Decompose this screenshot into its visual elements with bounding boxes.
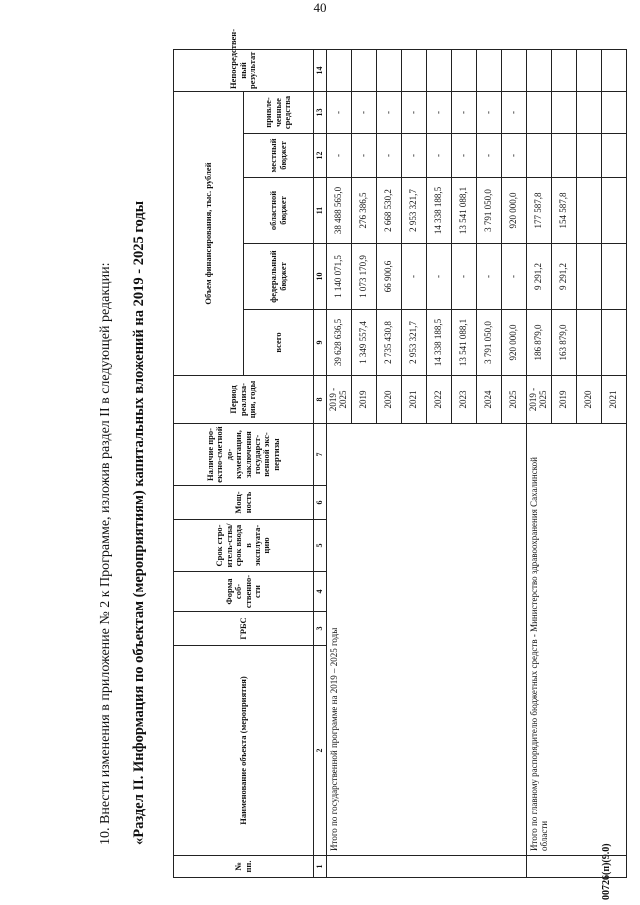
attracted-cell: - bbox=[427, 92, 452, 134]
header-regional: областной бюджет bbox=[244, 178, 314, 244]
regional-cell: 3 791 050,0 bbox=[477, 178, 502, 244]
local-cell: - bbox=[452, 134, 477, 178]
page-number: 40 bbox=[313, 0, 327, 15]
result-cell bbox=[402, 50, 427, 92]
result-cell bbox=[527, 50, 552, 92]
result-cell bbox=[327, 50, 352, 92]
header-period: Период реализа-ции, годы bbox=[174, 376, 314, 424]
attracted-cell bbox=[552, 92, 577, 134]
document-code: 00726(п)(9.0) bbox=[601, 843, 612, 900]
regional-cell: 920 000,0 bbox=[502, 178, 527, 244]
federal-cell: - bbox=[502, 244, 527, 310]
local-cell: - bbox=[377, 134, 402, 178]
period-cell: 2023 bbox=[452, 376, 477, 424]
row-number-cell bbox=[527, 856, 627, 878]
column-number: 4 bbox=[314, 572, 327, 612]
total-cell bbox=[577, 310, 602, 376]
result-cell bbox=[452, 50, 477, 92]
period-cell: 2024 bbox=[477, 376, 502, 424]
header-result: Непосредствен-ный результат bbox=[174, 50, 314, 92]
header-capacity: Мощ-ность bbox=[174, 486, 314, 520]
attracted-cell: - bbox=[502, 92, 527, 134]
total-cell: 1 349 557,4 bbox=[352, 310, 377, 376]
local-cell: - bbox=[502, 134, 527, 178]
header-ownership: Форма соб-ственно-сти bbox=[174, 572, 314, 612]
local-cell bbox=[577, 134, 602, 178]
regional-cell: 276 386,5 bbox=[352, 178, 377, 244]
federal-cell: - bbox=[427, 244, 452, 310]
column-number: 14 bbox=[314, 50, 327, 92]
attracted-cell: - bbox=[377, 92, 402, 134]
result-cell bbox=[477, 50, 502, 92]
period-cell: 2021 bbox=[402, 376, 427, 424]
attracted-cell: - bbox=[327, 92, 352, 134]
federal-cell: 66 900,6 bbox=[377, 244, 402, 310]
group-title-cell: Итого по главному распорядителю бюджетных средств - Министерство здравоохранения Сахалинской области bbox=[527, 424, 627, 856]
result-cell bbox=[427, 50, 452, 92]
regional-cell: 13 541 088,1 bbox=[452, 178, 477, 244]
header-construction-term: Срок стро-итель-ства/срок ввода в эксплуата-цию bbox=[174, 520, 314, 572]
period-cell: 2025 bbox=[502, 376, 527, 424]
attracted-cell bbox=[602, 92, 627, 134]
header-federal: федеральный бюджет bbox=[244, 244, 314, 310]
column-number: 10 bbox=[314, 244, 327, 310]
total-cell: 163 879,0 bbox=[552, 310, 577, 376]
total-cell: 3 791 050,0 bbox=[477, 310, 502, 376]
result-cell bbox=[377, 50, 402, 92]
period-cell: 2019 bbox=[352, 376, 377, 424]
federal-cell bbox=[602, 244, 627, 310]
capital-investment-table bbox=[173, 28, 627, 878]
federal-cell: 9 291,2 bbox=[527, 244, 552, 310]
total-cell: 2 735 430,8 bbox=[377, 310, 402, 376]
regional-cell: 154 587,8 bbox=[552, 178, 577, 244]
regional-cell bbox=[602, 178, 627, 244]
attracted-cell: - bbox=[402, 92, 427, 134]
header-total: всего bbox=[244, 310, 314, 376]
local-cell bbox=[602, 134, 627, 178]
column-number: 5 bbox=[314, 520, 327, 572]
local-cell: - bbox=[477, 134, 502, 178]
federal-cell: - bbox=[452, 244, 477, 310]
total-cell: 920 000,0 bbox=[502, 310, 527, 376]
attracted-cell: - bbox=[477, 92, 502, 134]
total-cell: 2 953 321,7 bbox=[402, 310, 427, 376]
period-cell: 2020 bbox=[577, 376, 602, 424]
local-cell bbox=[527, 134, 552, 178]
result-cell bbox=[352, 50, 377, 92]
column-number: 9 bbox=[314, 310, 327, 376]
attracted-cell bbox=[577, 92, 602, 134]
column-number: 8 bbox=[314, 376, 327, 424]
regional-cell: 2 668 530,2 bbox=[377, 178, 402, 244]
local-cell: - bbox=[427, 134, 452, 178]
column-number: 12 bbox=[314, 134, 327, 178]
period-cell: 2022 bbox=[427, 376, 452, 424]
period-cell: 2019 bbox=[552, 376, 577, 424]
period-cell: 2019 - 2025 bbox=[527, 376, 552, 424]
attracted-cell: - bbox=[452, 92, 477, 134]
regional-cell: 177 587,8 bbox=[527, 178, 552, 244]
result-cell bbox=[577, 50, 602, 92]
column-number: 1 bbox=[314, 856, 327, 878]
column-number: 2 bbox=[314, 646, 327, 856]
table-row bbox=[327, 50, 352, 878]
federal-cell: 9 291,2 bbox=[552, 244, 577, 310]
federal-cell: 1 073 170,9 bbox=[352, 244, 377, 310]
row-number-cell bbox=[327, 856, 527, 878]
header-design-docs: Наличие про-ектно-сметной до-кументации, заключения государст-венной экс-пертизы bbox=[174, 424, 314, 486]
federal-cell bbox=[577, 244, 602, 310]
attracted-cell bbox=[527, 92, 552, 134]
total-cell: 13 541 088,1 bbox=[452, 310, 477, 376]
instruction-text: 10. Внести изменения в приложение № 2 к Программе, изложив раздел II в следующей редакции: bbox=[98, 262, 113, 845]
table-row bbox=[527, 50, 552, 878]
result-cell bbox=[602, 50, 627, 92]
regional-cell: 14 338 188,5 bbox=[427, 178, 452, 244]
column-number: 7 bbox=[314, 424, 327, 486]
regional-cell: 38 488 565,0 bbox=[327, 178, 352, 244]
column-number-row bbox=[314, 50, 327, 878]
column-number: 3 bbox=[314, 612, 327, 646]
local-cell: - bbox=[327, 134, 352, 178]
regional-cell bbox=[577, 178, 602, 244]
local-cell: - bbox=[352, 134, 377, 178]
column-number: 11 bbox=[314, 178, 327, 244]
column-number: 6 bbox=[314, 486, 327, 520]
result-cell bbox=[552, 50, 577, 92]
result-cell bbox=[502, 50, 527, 92]
federal-cell: - bbox=[402, 244, 427, 310]
period-cell: 2020 bbox=[377, 376, 402, 424]
column-number: 13 bbox=[314, 92, 327, 134]
federal-cell: - bbox=[477, 244, 502, 310]
total-cell: 186 879,0 bbox=[527, 310, 552, 376]
header-funding-group: Объем финансирования, тыс. рублей bbox=[174, 92, 244, 376]
total-cell bbox=[602, 310, 627, 376]
attracted-cell: - bbox=[352, 92, 377, 134]
local-cell: - bbox=[402, 134, 427, 178]
group-title-cell: Итого по государственной программе на 2019 – 2025 годы bbox=[327, 424, 527, 856]
total-cell: 39 628 636,5 bbox=[327, 310, 352, 376]
table-body bbox=[327, 50, 627, 878]
header-name: Наименование объекта (мероприятия) bbox=[174, 646, 314, 856]
local-cell bbox=[552, 134, 577, 178]
period-cell: 2021 bbox=[602, 376, 627, 424]
period-cell: 2019 - 2025 bbox=[327, 376, 352, 424]
total-cell: 14 338 188,5 bbox=[427, 310, 452, 376]
header-grbs: ГРБС bbox=[174, 612, 314, 646]
header-local: местный бюджет bbox=[244, 134, 314, 178]
section-title: «Раздел II. Информация по объектам (мероприятиям) капитальных вложений на 2019 - 2025 годы bbox=[131, 200, 147, 845]
federal-cell: 1 140 071,5 bbox=[327, 244, 352, 310]
header-attracted: привле-ченные средства bbox=[244, 92, 314, 134]
regional-cell: 2 953 321,7 bbox=[402, 178, 427, 244]
header-no: № пп. bbox=[174, 856, 314, 878]
